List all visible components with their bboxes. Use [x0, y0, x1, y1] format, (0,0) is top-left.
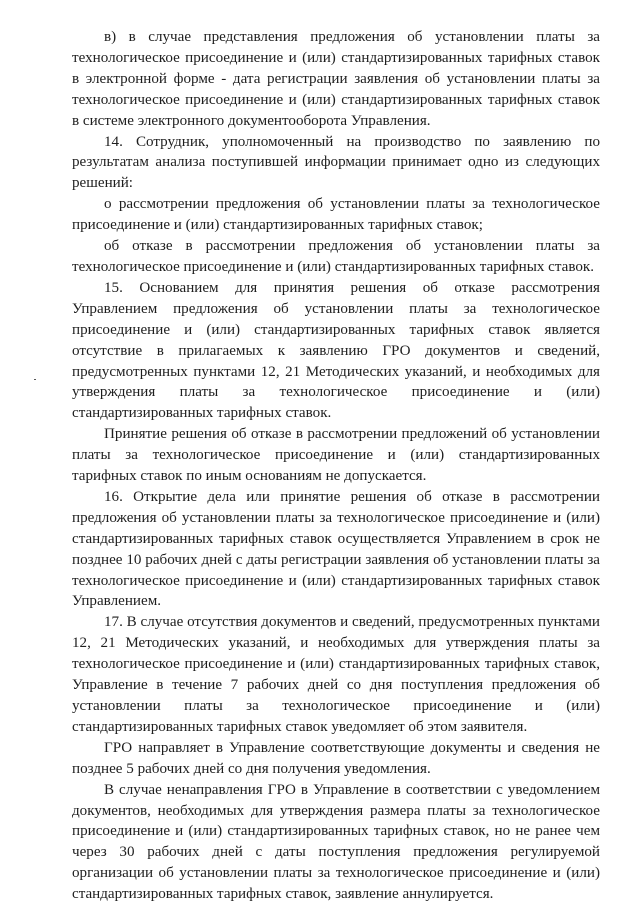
paragraph-17-annulment: В случае ненаправления ГРО в Управление в соответствии с уведомлением документов, необходимых для утверждения размера платы за технологическое присоединение и (или) стандартизированных тарифных ставок, но не ранее чем через 30 рабочих дней с даты поступления предложения регулируемой организации об установлении платы за технологическое присоединение и (или) стандартизированных тарифных ставок, заявление аннулируется.: [72, 781, 600, 903]
paragraph-14-option-refuse: об отказе в рассмотрении предложения об установлении платы за технологическое присоединение и (или) стандартизированных тарифных ставок.: [72, 238, 600, 275]
paragraph-16: 16. Открытие дела или принятие решения об отказе в рассмотрении предложения об установлении платы за технологическое присоединение и (или) стандартизированных тарифных ставок осуществляется Управлением в срок не позднее 10 рабочих дней с даты регистрации заявления об установлении платы за технологическое присоединение и (или) стандартизированных тарифных ставок Управлением.: [72, 488, 600, 610]
paragraph-13v: в) в случае представления предложения об установлении платы за технологическое присоединение и (или) стандартизированных тарифных ставок в электронной форме - дата регистрации заявления об установлении платы за технологическое присоединение и (или) стандартизированных тарифных ставок в системе электронного документооборота Управления.: [72, 29, 600, 129]
paragraph-14: 14. Сотрудник, уполномоченный на производство по заявлению по результатам анализа поступившей информации принимает одно из следующих решений:: [72, 133, 600, 192]
paragraph-17: 17. В случае отсутствия документов и сведений, предусмотренных пунктами 12, 21 Методических указаний, и необходимых для утверждения платы за технологическое присоединение и (или) стандартизированных тарифных ставок, Управление в течение 7 рабочих дней со дня поступления предложения об установлении платы за технологическое присоединение и (или) стандартизированных тарифных ставок уведомляет об этом заявителя.: [72, 614, 600, 735]
paragraph-14-option-consider: о рассмотрении предложения об установлении платы за технологическое присоединение и (или) стандартизированных тарифных ставок;: [72, 196, 600, 234]
document-body: [72, 27, 600, 905]
paragraph-15-continuation: Принятие решения об отказе в рассмотрении предложений об установлении платы за технологическое присоединение и (или) стандартизированных тарифных ставок по иным основаниям не допускается.: [72, 426, 600, 485]
paragraph-17-gro-response: ГРО направляет в Управление соответствующие документы и сведения не позднее 5 рабочих дней со дня получения уведомления.: [72, 739, 600, 777]
scan-speck: [34, 379, 36, 380]
paragraph-15: 15. Основанием для принятия решения об отказе рассмотрения Управлением предложения об установлении платы за технологическое присоединение и (или) стандартизированных тарифных ставок является отсутствие в прилагаемых к заявлению ГРО документов и сведений, предусмотренных пунктами 12, 21 Методических указаний, и необходимых для утверждения платы за технологическое присоединение и (или) стандартизированных тарифных ставок.: [72, 279, 600, 422]
